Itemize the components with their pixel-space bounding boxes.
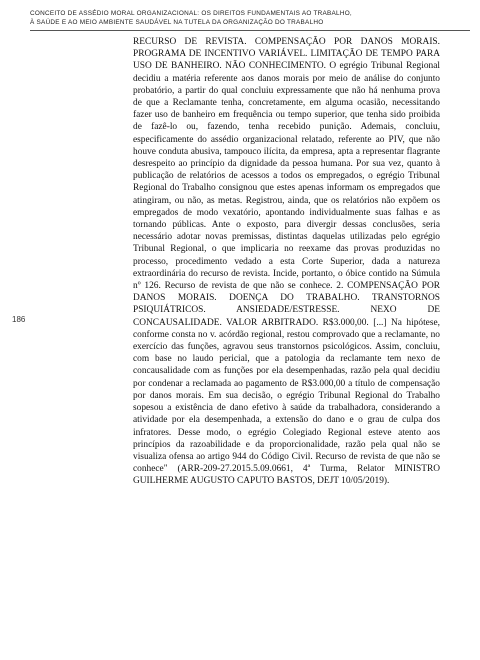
page-number: 186 — [12, 315, 26, 324]
header-line-2: À SAÚDE E AO MEIO AMBIENTE SAUDÁVEL NA TUTELA DA ORGANIZAÇÃO DO TRABALHO — [30, 19, 324, 26]
body-paragraph: RECURSO DE REVISTA. COMPENSAÇÃO POR DANOS MORAIS. PROGRAMA DE INCENTIVO VARIÁVEL. LIMITAÇÃO DE TEMPO PARA USO DE BANHEIRO. NÃO CONHECIMENTO. O egrégio Tribunal Regional decidiu a matéria referente aos danos morais por meio de análise do conjunto probatório, a partir do qual concluiu expressamente que não há nenhuma prova de que a Reclamante tenha, concretamente, em alguma ocasião, necessitando fazer uso de banheiro em frequência ou tempo superior, que tenha sido proibida de fazê-lo ou, fazendo, tenha recebido punição. Ademais, concluiu, especificamente do assédio organizacional relatado, referente ao PIV, que não houve conduta abusiva, tampouco ilícita, da empresa, apta a representar flagrante desrespeito ao princípio da dignidade da pessoa humana. Por sua vez, quanto à publicação de relatórios de acessos a todos os empregados, o egrégio Tribunal Regional do Trabalho consignou que estes apenas informam os empregados que atingiram, ou não, as metas. Registrou, ainda, que os relatórios não expõem os empregados de modo vexatório, apontando individualmente suas falhas e as tornando públicas. Ante o exposto, para divergir dessas conclusões, seria necessário adotar novas premissas, distintas daquelas utilizadas pelo egrégio Tribunal Regional, o que implicaria no reexame das provas produzidas no processo, procedimento vedado a esta Corte Superior, dada a natureza extraordinária do recurso de revista. Incide, portanto, o óbice contido na Súmula nº 126. Recurso de revista de que não se conhece. 2. COMPENSAÇÃO POR DANOS MORAIS. DOENÇA DO TRABALHO. TRANSTORNOS PSIQUIÁTRICOS. ANSIEDADE/ESTRESSE. NEXO DE CONCAUSALIDADE. VALOR ARBITRADO. R$3.000,00. [...] Na hipótese, conforme consta no v. acórdão regional, restou comprovado que a reclamante, no exercício das funções, agravou seus transtornos psicológicos. Assim, concluiu, com base no laudo pericial, que a patologia da reclamante tem nexo de concausalidade com as funções por ela desempenhadas, razão pela qual decidiu por condenar a reclamada ao pagamento de R$3.000,00 a título de compensação por danos morais. Em sua decisão, o egrégio Tribunal Regional do Trabalho sopesou a existência de dano efetivo à saúde da trabalhadora, considerando a atividade por ela desempenhada, a extensão do dano e o grau de culpa dos infratores. Desse modo, o egrégio Colegiado Regional esteve atento aos princípios da razoabilidade e da proporcionalidade, razão pela qual não se visualiza ofensa ao artigo 944 do Código Civil. Recurso de revista de que não se conhece" (ARR-209-27.2015.5.09.0661, 4ª Turma, Relator MINISTRO GUILHERME AUGUSTO CAPUTO BASTOS, DEJT 10/05/2019). — [133, 37, 440, 487]
header-divider — [30, 30, 470, 31]
quoted-judgment-text — [133, 36, 440, 488]
running-header — [30, 9, 470, 27]
header-line-1: CONCEITO DE ASSÉDIO MORAL ORGANIZACIONAL: OS DIREITOS FUNDAMENTAIS AO TRABALHO, — [30, 10, 352, 17]
